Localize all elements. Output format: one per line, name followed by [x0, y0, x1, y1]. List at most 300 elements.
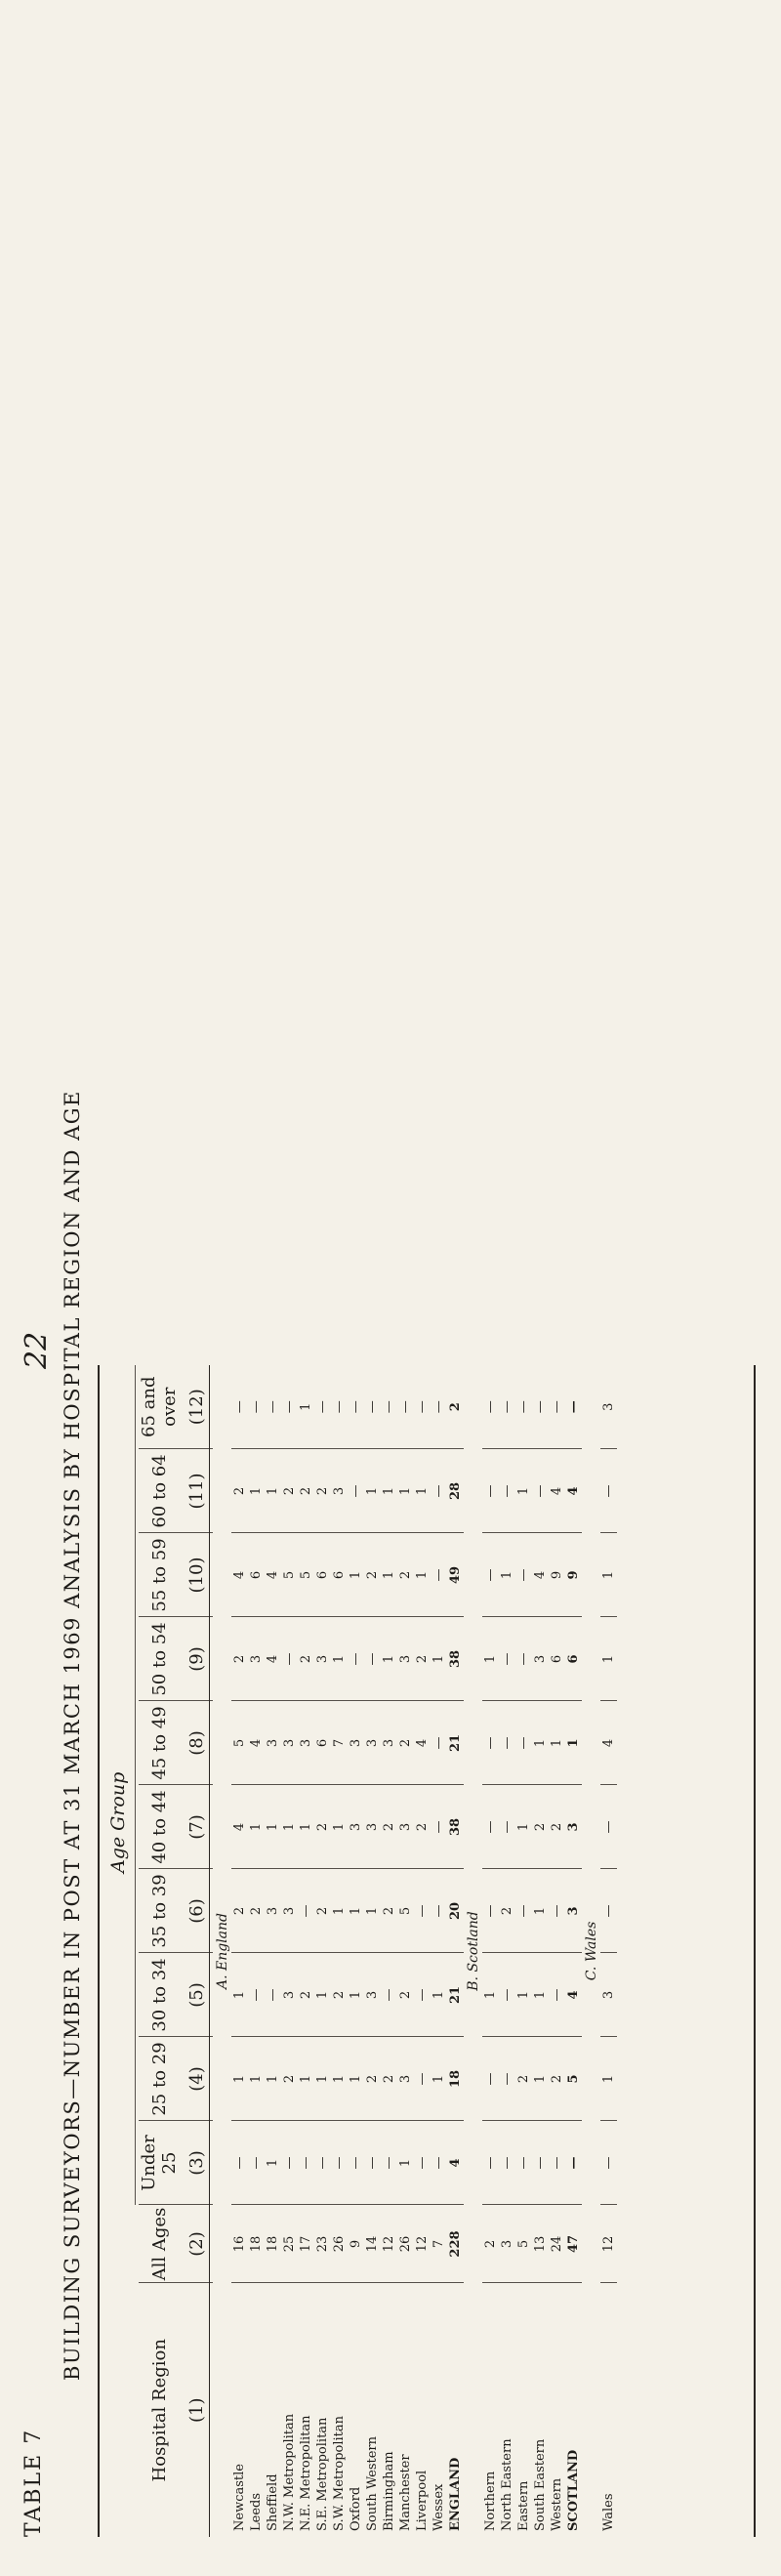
col-num: (11): [180, 1449, 213, 1533]
value-cell: 2: [414, 1617, 431, 1701]
value-cell: —: [600, 1785, 617, 1869]
value-cell: —: [482, 1533, 499, 1617]
value-cell: —: [248, 1365, 265, 1449]
value-cell: 26: [331, 2205, 348, 2283]
value-cell: —: [600, 1449, 617, 1533]
value-cell: 4: [231, 1533, 248, 1617]
value-cell: —: [549, 1869, 565, 1953]
table-row: [532, 1365, 549, 2537]
value-cell: 3: [314, 1617, 331, 1701]
value-cell: —: [364, 1365, 381, 1449]
value-cell: 6: [565, 1617, 582, 1701]
value-cell: 1: [331, 1869, 348, 1953]
col-num: (7): [180, 1785, 213, 1869]
value-cell: 4: [248, 1701, 265, 1785]
value-cell: —: [364, 1617, 381, 1701]
table-row: [248, 1365, 265, 2537]
value-cell: 1: [298, 1365, 314, 1449]
value-cell: 3: [565, 1869, 582, 1953]
age-group-header: Age Group: [107, 1771, 129, 1873]
value-cell: 2: [281, 1449, 298, 1533]
table-row: [600, 1365, 617, 2537]
table-row: [499, 1365, 515, 2537]
value-cell: 6: [314, 1701, 331, 1785]
value-cell: 4: [265, 1533, 281, 1617]
region-cell: Manchester: [398, 2454, 413, 2531]
value-cell: 1: [482, 1617, 499, 1701]
value-cell: —: [499, 1953, 515, 2037]
value-cell: —: [348, 1449, 364, 1533]
value-cell: 4: [549, 1449, 565, 1533]
value-cell: 2: [381, 2037, 397, 2121]
value-cell: —: [431, 1701, 447, 1785]
value-cell: 6: [549, 1617, 565, 1701]
col-num: (12): [180, 1365, 213, 1449]
value-cell: —: [431, 1785, 447, 1869]
value-cell: 1: [348, 1869, 364, 1953]
table-row: [298, 1365, 314, 2537]
value-cell: 1: [515, 1449, 532, 1533]
value-cell: 2: [381, 1785, 397, 1869]
value-cell: 3: [381, 1701, 397, 1785]
col-label: 40 to 44: [139, 1785, 180, 1869]
section-title: A. England: [214, 1912, 230, 1989]
value-cell: —: [499, 1785, 515, 1869]
value-cell: 2: [231, 1869, 248, 1953]
value-cell: 2: [381, 1869, 397, 1953]
value-cell: 2: [414, 1785, 431, 1869]
table-row: [265, 1365, 281, 2537]
value-cell: 21: [447, 1701, 464, 1785]
header-label-row: [139, 1365, 180, 2537]
section-header-row: [464, 1365, 482, 2537]
value-cell: 3: [348, 1701, 364, 1785]
value-cell: 3: [281, 1701, 298, 1785]
value-cell: 1: [298, 1785, 314, 1869]
value-cell: 3: [499, 2205, 515, 2283]
table-row: [414, 1365, 431, 2537]
table-row: [231, 1365, 248, 2537]
region-cell: ENGLAND: [448, 2457, 463, 2531]
value-cell: —: [281, 1617, 298, 1701]
value-cell: 1: [397, 1449, 414, 1533]
value-cell: 1: [298, 2037, 314, 2121]
value-cell: —: [298, 2121, 314, 2205]
col-label: 30 to 34: [139, 1953, 180, 2037]
value-cell: 1: [248, 1785, 265, 1869]
col-num: (1): [185, 2397, 207, 2423]
value-cell: 4: [565, 1449, 582, 1533]
value-cell: 2: [499, 1869, 515, 1953]
value-cell: 47: [565, 2205, 582, 2283]
value-cell: —: [499, 1449, 515, 1533]
value-cell: —: [348, 2121, 364, 2205]
section-header-row: [582, 1365, 600, 2537]
table-row: [331, 1365, 348, 2537]
value-cell: 1: [532, 1953, 549, 2037]
value-cell: 1: [532, 1869, 549, 1953]
value-cell: 38: [447, 1617, 464, 1701]
value-cell: 3: [364, 1953, 381, 2037]
value-cell: 2: [314, 1449, 331, 1533]
value-cell: 2: [447, 1365, 464, 1449]
value-cell: 1: [532, 1701, 549, 1785]
region-cell: Leeds: [249, 2492, 264, 2531]
value-cell: —: [265, 1953, 281, 2037]
value-cell: —: [431, 1533, 447, 1617]
table-row: [348, 1365, 364, 2537]
sheet: [0, 1090, 781, 2576]
value-cell: 3: [397, 2037, 414, 2121]
value-cell: 2: [231, 1449, 248, 1533]
col-label: 45 to 49: [139, 1701, 180, 1785]
value-cell: 6: [248, 1533, 265, 1617]
page-title: BUILDING SURVEYORS—NUMBER IN POST AT 31 MARCH 1969 ANALYSIS BY HOSPITAL REGION AND AGE: [61, 1090, 84, 2381]
value-cell: —: [248, 2121, 265, 2205]
value-cell: 3: [281, 1953, 298, 2037]
value-cell: 9: [565, 1533, 582, 1617]
region-cell: Birmingham: [382, 2451, 396, 2531]
value-cell: —: [397, 1365, 414, 1449]
value-cell: 3: [265, 1701, 281, 1785]
value-cell: 26: [397, 2205, 414, 2283]
value-cell: 1: [281, 1785, 298, 1869]
value-cell: —: [364, 2121, 381, 2205]
col-num: (8): [180, 1701, 213, 1785]
col-label: Under 25: [139, 2121, 180, 2205]
data-table: [213, 1365, 617, 2537]
value-cell: —: [314, 1365, 331, 1449]
value-cell: 1: [600, 1533, 617, 1617]
value-cell: 5: [298, 1533, 314, 1617]
value-cell: —: [482, 1701, 499, 1785]
value-cell: 2: [298, 1449, 314, 1533]
value-cell: 1: [314, 1953, 331, 2037]
top-rule: [98, 1365, 100, 2537]
value-cell: —: [331, 2121, 348, 2205]
value-cell: 12: [381, 2205, 397, 2283]
value-cell: 3: [600, 1953, 617, 2037]
value-cell: 1: [248, 2037, 265, 2121]
table-row: [549, 1365, 565, 2537]
value-cell: 4: [265, 1617, 281, 1701]
table-row: [447, 1365, 464, 2537]
value-cell: 25: [281, 2205, 298, 2283]
bottom-rule: [754, 1365, 756, 2537]
value-cell: 1: [381, 1617, 397, 1701]
value-cell: 1: [515, 1785, 532, 1869]
value-cell: —: [499, 1365, 515, 1449]
value-cell: 4: [447, 2121, 464, 2205]
value-cell: —: [431, 1869, 447, 1953]
header-number-row: [180, 1365, 213, 2537]
value-cell: 228: [447, 2205, 464, 2283]
value-cell: 1: [265, 2037, 281, 2121]
value-cell: 4: [414, 1701, 431, 1785]
value-cell: 1: [231, 1953, 248, 2037]
region-cell: Western: [550, 2477, 564, 2531]
value-cell: 9: [348, 2205, 364, 2283]
table-row: [431, 1365, 447, 2537]
value-cell: 2: [314, 1869, 331, 1953]
value-cell: 12: [600, 2205, 617, 2283]
col-num: (2): [180, 2205, 213, 2283]
value-cell: 9: [549, 1533, 565, 1617]
value-cell: 49: [447, 1533, 464, 1617]
value-cell: 13: [532, 2205, 549, 2283]
value-cell: —: [482, 1869, 499, 1953]
col-label-all-ages: All Ages: [139, 2205, 180, 2283]
region-cell: North Eastern: [500, 2438, 514, 2531]
section-title: B. Scotland: [465, 1911, 481, 1991]
value-cell: —: [431, 1449, 447, 1533]
value-cell: —: [515, 2121, 532, 2205]
table-row: [314, 1365, 331, 2537]
table-row: [565, 1365, 582, 2537]
value-cell: 1: [231, 2037, 248, 2121]
value-cell: —: [414, 1869, 431, 1953]
value-cell: 1: [482, 1953, 499, 2037]
value-cell: 2: [314, 1785, 331, 1869]
value-cell: 20: [447, 1869, 464, 1953]
value-cell: —: [231, 2121, 248, 2205]
value-cell: —: [298, 1869, 314, 1953]
value-cell: —: [482, 2121, 499, 2205]
value-cell: 18: [447, 2037, 464, 2121]
value-cell: 2: [515, 2037, 532, 2121]
value-cell: 2: [532, 1785, 549, 1869]
value-cell: —: [414, 1365, 431, 1449]
value-cell: 1: [265, 2121, 281, 2205]
value-cell: —: [549, 1953, 565, 2037]
region-cell: Eastern: [516, 2480, 531, 2531]
value-cell: —: [482, 1449, 499, 1533]
section-title: C. Wales: [583, 1921, 599, 1981]
value-cell: —: [565, 1365, 582, 1449]
value-cell: 2: [549, 1785, 565, 1869]
value-cell: —: [414, 2121, 431, 2205]
value-cell: 3: [348, 1785, 364, 1869]
value-cell: 1: [499, 1533, 515, 1617]
rotated-page: [0, 1090, 781, 2576]
table-row: [381, 1365, 397, 2537]
section-header-row: [213, 1365, 231, 2537]
value-cell: —: [515, 1533, 532, 1617]
col-label: 35 to 39: [139, 1869, 180, 1953]
value-cell: 3: [364, 1701, 381, 1785]
value-cell: 4: [231, 1785, 248, 1869]
value-cell: 2: [298, 1617, 314, 1701]
value-cell: —: [482, 1365, 499, 1449]
table-row: [515, 1365, 532, 2537]
region-cell: N.E. Metropolitan: [299, 2415, 313, 2531]
value-cell: 1: [348, 2037, 364, 2121]
col-label: 55 to 59: [139, 1533, 180, 1617]
value-cell: 3: [565, 1785, 582, 1869]
value-cell: 5: [515, 2205, 532, 2283]
value-cell: —: [499, 2037, 515, 2121]
value-cell: 7: [431, 2205, 447, 2283]
table-row: [364, 1365, 381, 2537]
header-rule: [209, 1365, 210, 2537]
value-cell: —: [314, 2121, 331, 2205]
region-cell: SCOTLAND: [566, 2449, 581, 2531]
value-cell: 5: [565, 2037, 582, 2121]
value-cell: 1: [397, 2121, 414, 2205]
value-cell: 5: [397, 1869, 414, 1953]
value-cell: 18: [265, 2205, 281, 2283]
value-cell: 21: [447, 1953, 464, 2037]
value-cell: 2: [364, 2037, 381, 2121]
value-cell: —: [515, 1617, 532, 1701]
value-cell: —: [281, 2121, 298, 2205]
value-cell: 2: [298, 1953, 314, 2037]
value-cell: —: [515, 1701, 532, 1785]
col-label: 50 to 54: [139, 1617, 180, 1701]
value-cell: 6: [314, 1533, 331, 1617]
value-cell: 1: [314, 2037, 331, 2121]
value-cell: 2: [364, 1533, 381, 1617]
col-num: (3): [180, 2121, 213, 2205]
value-cell: 1: [431, 1617, 447, 1701]
value-cell: 1: [565, 1701, 582, 1785]
col-label-region: Hospital Region: [148, 2339, 170, 2482]
value-cell: —: [600, 2121, 617, 2205]
value-cell: 3: [364, 1785, 381, 1869]
value-cell: 1: [364, 1869, 381, 1953]
value-cell: 3: [248, 1617, 265, 1701]
value-cell: 2: [248, 1869, 265, 1953]
value-cell: —: [431, 1365, 447, 1449]
value-cell: 1: [348, 1953, 364, 2037]
value-cell: —: [515, 1869, 532, 1953]
value-cell: —: [600, 1869, 617, 1953]
value-cell: —: [431, 2121, 447, 2205]
value-cell: 3: [532, 1617, 549, 1701]
value-cell: —: [381, 1953, 397, 2037]
value-cell: 2: [397, 1533, 414, 1617]
value-cell: 4: [600, 1701, 617, 1785]
value-cell: —: [499, 1701, 515, 1785]
value-cell: —: [482, 2037, 499, 2121]
value-cell: —: [532, 1449, 549, 1533]
value-cell: —: [532, 1365, 549, 1449]
value-cell: 1: [414, 1449, 431, 1533]
value-cell: —: [549, 2121, 565, 2205]
value-cell: 3: [298, 1701, 314, 1785]
value-cell: 1: [549, 1701, 565, 1785]
value-cell: 38: [447, 1785, 464, 1869]
value-cell: 3: [397, 1785, 414, 1869]
col-num: (10): [180, 1533, 213, 1617]
value-cell: 3: [331, 1449, 348, 1533]
value-cell: 7: [331, 1701, 348, 1785]
col-num: (5): [180, 1953, 213, 2037]
region-cell: Sheffield: [266, 2473, 280, 2531]
age-group-rule: [135, 1365, 136, 2205]
region-cell: N.W. Metropolitan: [282, 2413, 297, 2531]
value-cell: 3: [265, 1869, 281, 1953]
value-cell: 1: [265, 1449, 281, 1533]
value-cell: 2: [281, 2037, 298, 2121]
region-cell: Oxford: [349, 2486, 363, 2531]
value-cell: 1: [600, 1617, 617, 1701]
value-cell: 3: [397, 1617, 414, 1701]
value-cell: 3: [281, 1869, 298, 1953]
value-cell: 1: [348, 1533, 364, 1617]
region-cell: S.E. Metropolitan: [315, 2417, 330, 2531]
value-cell: 6: [331, 1533, 348, 1617]
value-cell: 24: [549, 2205, 565, 2283]
region-cell: Liverpool: [415, 2470, 430, 2531]
value-cell: 16: [231, 2205, 248, 2283]
region-cell: South Western: [365, 2435, 380, 2531]
value-cell: 28: [447, 1449, 464, 1533]
value-cell: 18: [248, 2205, 265, 2283]
region-cell: Newcastle: [232, 2464, 247, 2531]
value-cell: 1: [431, 2037, 447, 2121]
value-cell: —: [381, 1365, 397, 1449]
value-cell: —: [265, 1365, 281, 1449]
value-cell: —: [515, 1365, 532, 1449]
value-cell: 1: [248, 1449, 265, 1533]
value-cell: —: [231, 1365, 248, 1449]
value-cell: —: [331, 1365, 348, 1449]
value-cell: 1: [331, 1785, 348, 1869]
value-cell: 2: [331, 1953, 348, 2037]
value-cell: —: [348, 1365, 364, 1449]
table-label: TABLE 7: [21, 2428, 46, 2537]
value-cell: —: [482, 1785, 499, 1869]
table-row: [482, 1365, 499, 2537]
col-num: (6): [180, 1869, 213, 1953]
value-cell: 1: [532, 2037, 549, 2121]
value-cell: 3: [600, 1365, 617, 1449]
table-body: [213, 1365, 617, 2537]
value-cell: 1: [381, 1449, 397, 1533]
value-cell: —: [414, 1953, 431, 2037]
col-label: 65 and over: [139, 1365, 180, 1449]
value-cell: —: [549, 1365, 565, 1449]
value-cell: 1: [331, 1617, 348, 1701]
value-cell: 2: [397, 1953, 414, 2037]
region-cell: Wales: [601, 2493, 616, 2531]
value-cell: —: [281, 1365, 298, 1449]
table-row: [281, 1365, 298, 2537]
value-cell: 5: [231, 1701, 248, 1785]
region-cell: Wessex: [432, 2483, 446, 2531]
table-row: [397, 1365, 414, 2537]
value-cell: 23: [314, 2205, 331, 2283]
value-cell: 5: [281, 1533, 298, 1617]
value-cell: —: [348, 1617, 364, 1701]
value-cell: —: [248, 1953, 265, 2037]
value-cell: —: [532, 2121, 549, 2205]
value-cell: 4: [565, 1953, 582, 2037]
value-cell: 1: [414, 1533, 431, 1617]
value-cell: 1: [515, 1953, 532, 2037]
region-cell: South Eastern: [533, 2438, 548, 2531]
region-cell: Northern: [483, 2471, 498, 2531]
value-cell: 17: [298, 2205, 314, 2283]
value-cell: 1: [431, 1953, 447, 2037]
value-cell: —: [499, 2121, 515, 2205]
value-cell: 1: [364, 1449, 381, 1533]
value-cell: —: [381, 2121, 397, 2205]
value-cell: 4: [532, 1533, 549, 1617]
col-num: (9): [180, 1617, 213, 1701]
region-cell: S.W. Metropolitan: [332, 2415, 347, 2531]
